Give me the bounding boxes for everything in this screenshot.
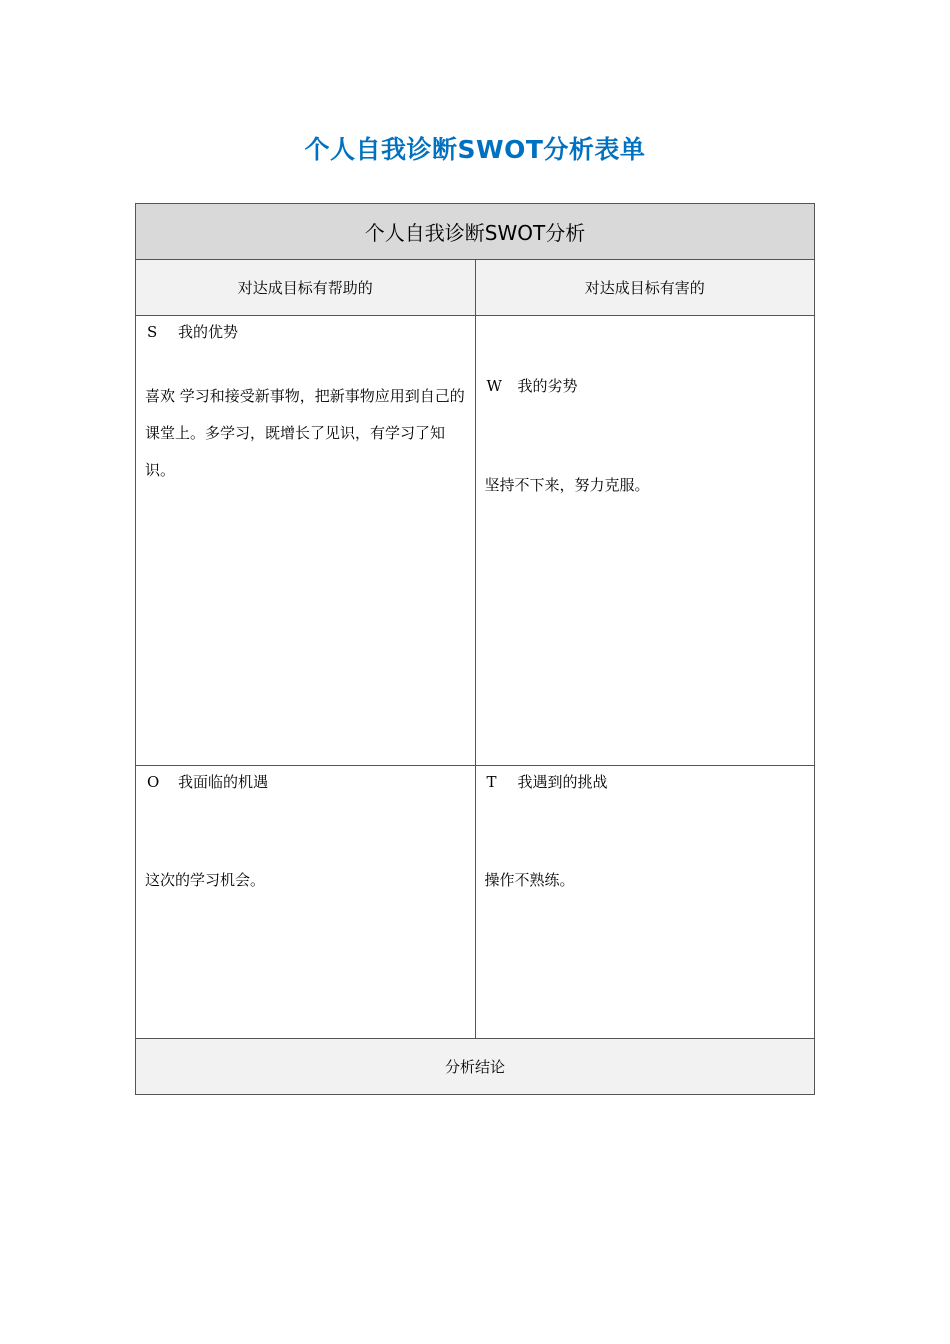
threats-letter: T	[486, 773, 497, 791]
weaknesses-letter: W	[486, 377, 502, 395]
table-header-row	[136, 204, 815, 260]
weaknesses-label: 我的劣势	[517, 377, 578, 395]
swot-table	[135, 203, 815, 1095]
table-header: 个人自我诊断SWOT分析	[136, 204, 815, 260]
weaknesses-cell	[475, 316, 815, 766]
strengths-heading	[147, 321, 238, 342]
strengths-weaknesses-row	[136, 316, 815, 766]
opportunities-heading	[147, 771, 268, 792]
opportunities-label: 我面临的机遇	[178, 773, 269, 791]
threats-text: 操作不熟练。	[484, 871, 575, 889]
threats-label: 我遇到的挑战	[517, 773, 608, 791]
strengths-letter: S	[147, 323, 158, 341]
threats-heading	[487, 771, 608, 792]
opportunities-text: 这次的学习机会。	[145, 871, 266, 889]
column-header-harmful: 对达成目标有害的	[475, 260, 815, 316]
opportunities-letter: O	[147, 773, 160, 791]
column-header-row	[136, 260, 815, 316]
document-title: 个人自我诊断SWOT分析表单	[304, 135, 646, 164]
conclusion-row	[136, 1039, 815, 1095]
conclusion-label: 分析结论	[136, 1039, 815, 1095]
opportunities-cell	[136, 766, 476, 1039]
column-header-helpful: 对达成目标有帮助的	[136, 260, 476, 316]
strengths-label: 我的优势	[178, 323, 239, 341]
weaknesses-heading	[487, 375, 578, 396]
strengths-cell	[136, 316, 476, 766]
strengths-text: 喜欢 学习和接受新事物，把新事物应用到自己的课堂上。多学习，既增长了见识，有学习了知识。	[145, 387, 465, 479]
opportunities-threats-row	[136, 766, 815, 1039]
threats-cell	[475, 766, 815, 1039]
weaknesses-text: 坚持不下来，努力克服。	[484, 476, 650, 494]
